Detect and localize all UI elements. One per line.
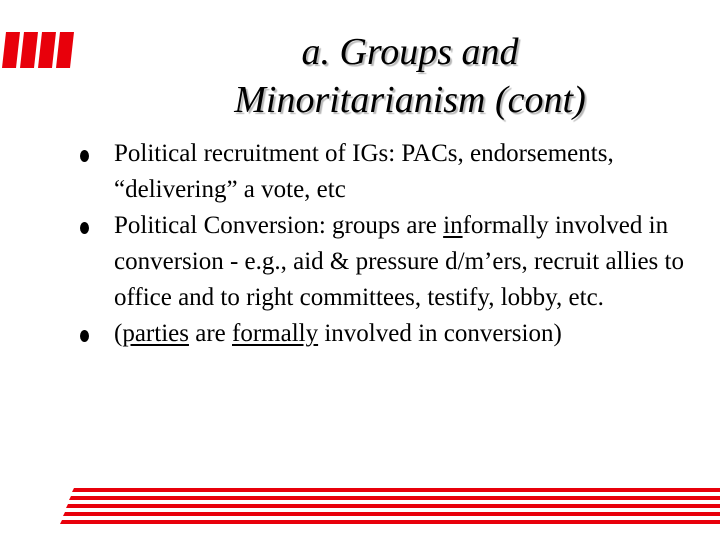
- title-line-1: a. Groups and: [301, 31, 519, 73]
- red-bars-logo: [0, 32, 74, 68]
- bullet-text-part: Political Conversion: groups are: [114, 212, 444, 239]
- bullet-text: [114, 208, 698, 316]
- bullet-text: Political recruitment of IGs: PACs, endorsements, “delivering” a vote, etc: [114, 140, 614, 203]
- slide-title: [150, 28, 670, 124]
- underlined-text: parties: [122, 320, 189, 347]
- bullet-list: [78, 136, 698, 352]
- bullet-text-part: formally involved in conversion - e.g., aid & pressure d/m’ers, recruit allies to office and to right committees, testify, lobby, etc.: [114, 212, 684, 311]
- bullet-text: [114, 316, 698, 352]
- red-stripes-decoration: [60, 488, 720, 528]
- bullet-item: [78, 208, 698, 316]
- bullet-icon: [80, 330, 89, 342]
- underlined-text: formally: [232, 320, 319, 347]
- bullet-icon: [80, 222, 89, 234]
- bullet-item: [78, 136, 698, 208]
- title-line-2: Minoritarianism (cont): [234, 79, 586, 121]
- bullet-text-part: involved in conversion): [318, 320, 562, 347]
- bullet-text-part: (: [114, 320, 123, 347]
- bullet-icon: [80, 150, 89, 162]
- underlined-text: in: [443, 212, 463, 239]
- bullet-item: [78, 316, 698, 352]
- bullet-text-part: are: [188, 320, 232, 347]
